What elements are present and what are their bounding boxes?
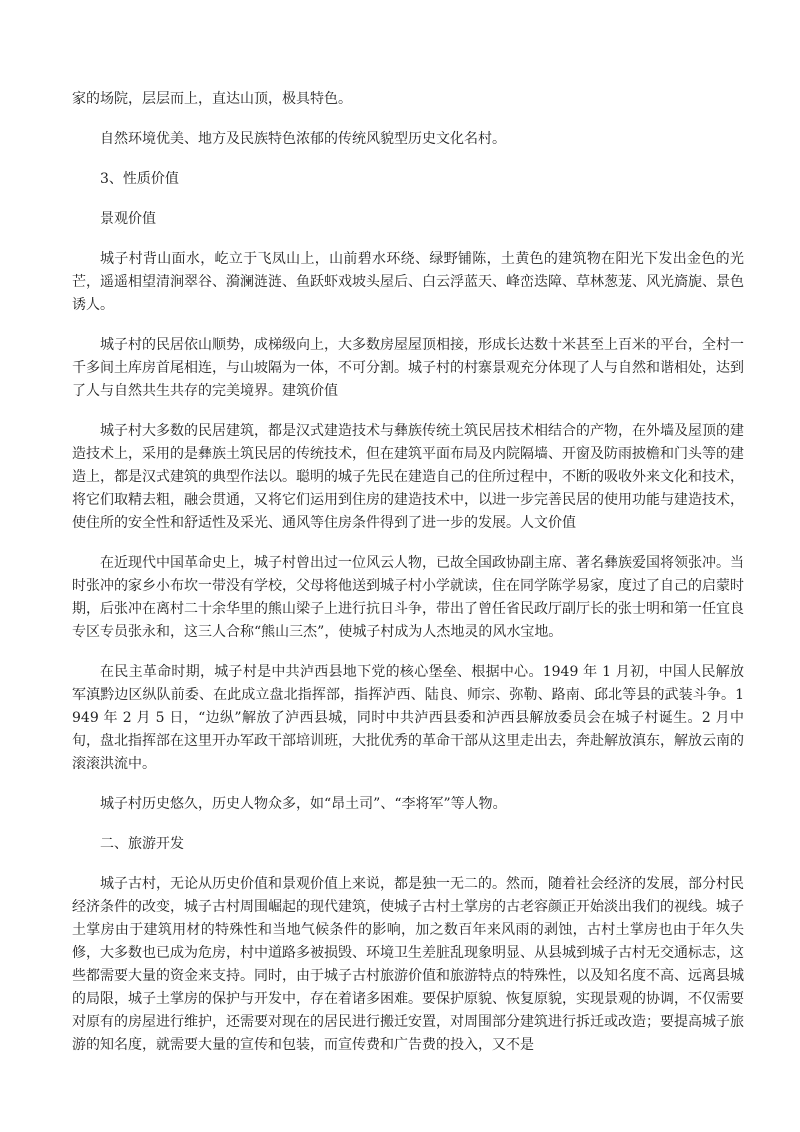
- paragraph-continuation: 家的场院，层层而上，直达山顶，极具特色。: [72, 91, 352, 107]
- paragraph-architecture: 城子村大多数的民居建筑，都是汉式建造技术与彝族传统土筑民居技术相结合的产物，在外墙及屋顶的建造技术上，采用的是彝族土筑民居的传统技术，但在建筑平面布局及内院隔墙、开窗及防雨披檐和门头等的建造上，都是汉式建筑的典型作法以。聪明的城子先民在建造自己的住所过程中，不断的吸收外来文化和技术，将它们取精去粗，融会贯通，又将它们运用到住房的建造技术中，以进一步完善民居的使用功能与建造技术，使住所的安全性和舒适性及采光、通风等住房条件得到了进一步的发展。人文价值: [72, 423, 744, 531]
- document-page: [72, 88, 744, 1074]
- section-heading-tourism: 二、旅游开发: [100, 836, 184, 852]
- paragraph-dwellings: 城子村的民居依山顺势，成梯级向上，大多数房屋屋顶相接，形成长达数十米甚至上百米的平台，全村一千多间土库房首尾相连，与山坡隔为一体，不可分割。城子村的村寨景观充分体现了人与自然和谐相处，达到了人与自然共生共存的完美境界。建筑价值: [72, 337, 744, 399]
- paragraph-village-summary: 自然环境优美、地方及民族特色浓郁的传统风貌型历史文化名村。: [100, 131, 506, 147]
- section-heading-nature-value: 3、性质价值: [100, 171, 179, 187]
- paragraph-landscape: 城子村背山面水，屹立于飞凤山上，山前碧水环绕、绿野铺陈，土黄色的建筑物在阳光下发出金色的光芒，遥遥相望清涧翠谷、漪澜涟涟、鱼跃虾戏坡头屋后、白云浮蓝天、峰峦迭障、草林葱茏、风光旖旎、景色诱人。: [72, 251, 744, 313]
- paragraph-modern-history: 在近现代中国革命史上，城子村曾出过一位风云人物，已故全国政协副主席、著名彝族爱国将领张冲。当时张冲的家乡小布坎一带没有学校，父母将他送到城子村小学就读，住在同学陈学易家，度过了自己的启蒙时期，后张冲在离村二十余华里的熊山梁子上进行抗日斗争，带出了曾任省民政厅副厅长的张士明和第一任宜良专区专员张永和，这三人合称“熊山三杰”，使城子村成为人杰地灵的风水宝地。: [72, 555, 744, 640]
- paragraph-historical-figures: 城子村历史悠久，历史人物众多，如“昂土司”、“李将军”等人物。: [100, 796, 507, 812]
- paragraph-tourism-development: 城子古村，无论从历史价值和景观价值上来说，都是独一无二的。然而，随着社会经济的发展，部分村民经济条件的改变，城子古村周围崛起的现代建筑，使城子古村土掌房的古老容颜正开始淡出我们的视线。城子土掌房由于建筑用材的特殊性和当地气候条件的影响，加之数百年来风雨的剥蚀，古村土掌房也由于年久失修，大多数也已成为危房，村中道路多被损毁、环境卫生差脏乱现象明显、从县城到城子古村无交通标志，这些都需要大量的资金来支持。同时，由于城子古村旅游价值和旅游特点的特殊性，以及知名度不高、远离县城的局限，城子土掌房的保护与开发中，存在着诸多困难。要保护原貌、恢复原貌，实现景观的协调，不仅需要对原有的房屋进行维护，还需要对现在的居民进行搬迁安置，对周围部分建筑进行拆迁或改造；要提高城子旅游的知名度，就需要大量的宣传和包装，而宣传费和广告费的投入，又不是: [72, 876, 744, 1053]
- paragraph-revolution: 在民主革命时期，城子村是中共泸西县地下党的核心堡垒、根据中心。1949 年 1 月初，中国人民解放军滇黔边区纵队前委、在此成立盘北指挥部，指挥泸西、陆良、师宗、弥勒、路南、邱北等县的武装斗争。1949 年 2 月 5 日，“边纵”解放了泸西县城，同时中共泸西县委和泸西县解放委员会在城子村诞生。2 月中旬，盘北指挥部在这里开办军政干部培训班，大批优秀的革命干部从这里走出去，奔赴解放滇东，解放云南的滚滚洪流中。: [72, 664, 744, 772]
- subheading-landscape-value: 景观价值: [100, 211, 156, 227]
